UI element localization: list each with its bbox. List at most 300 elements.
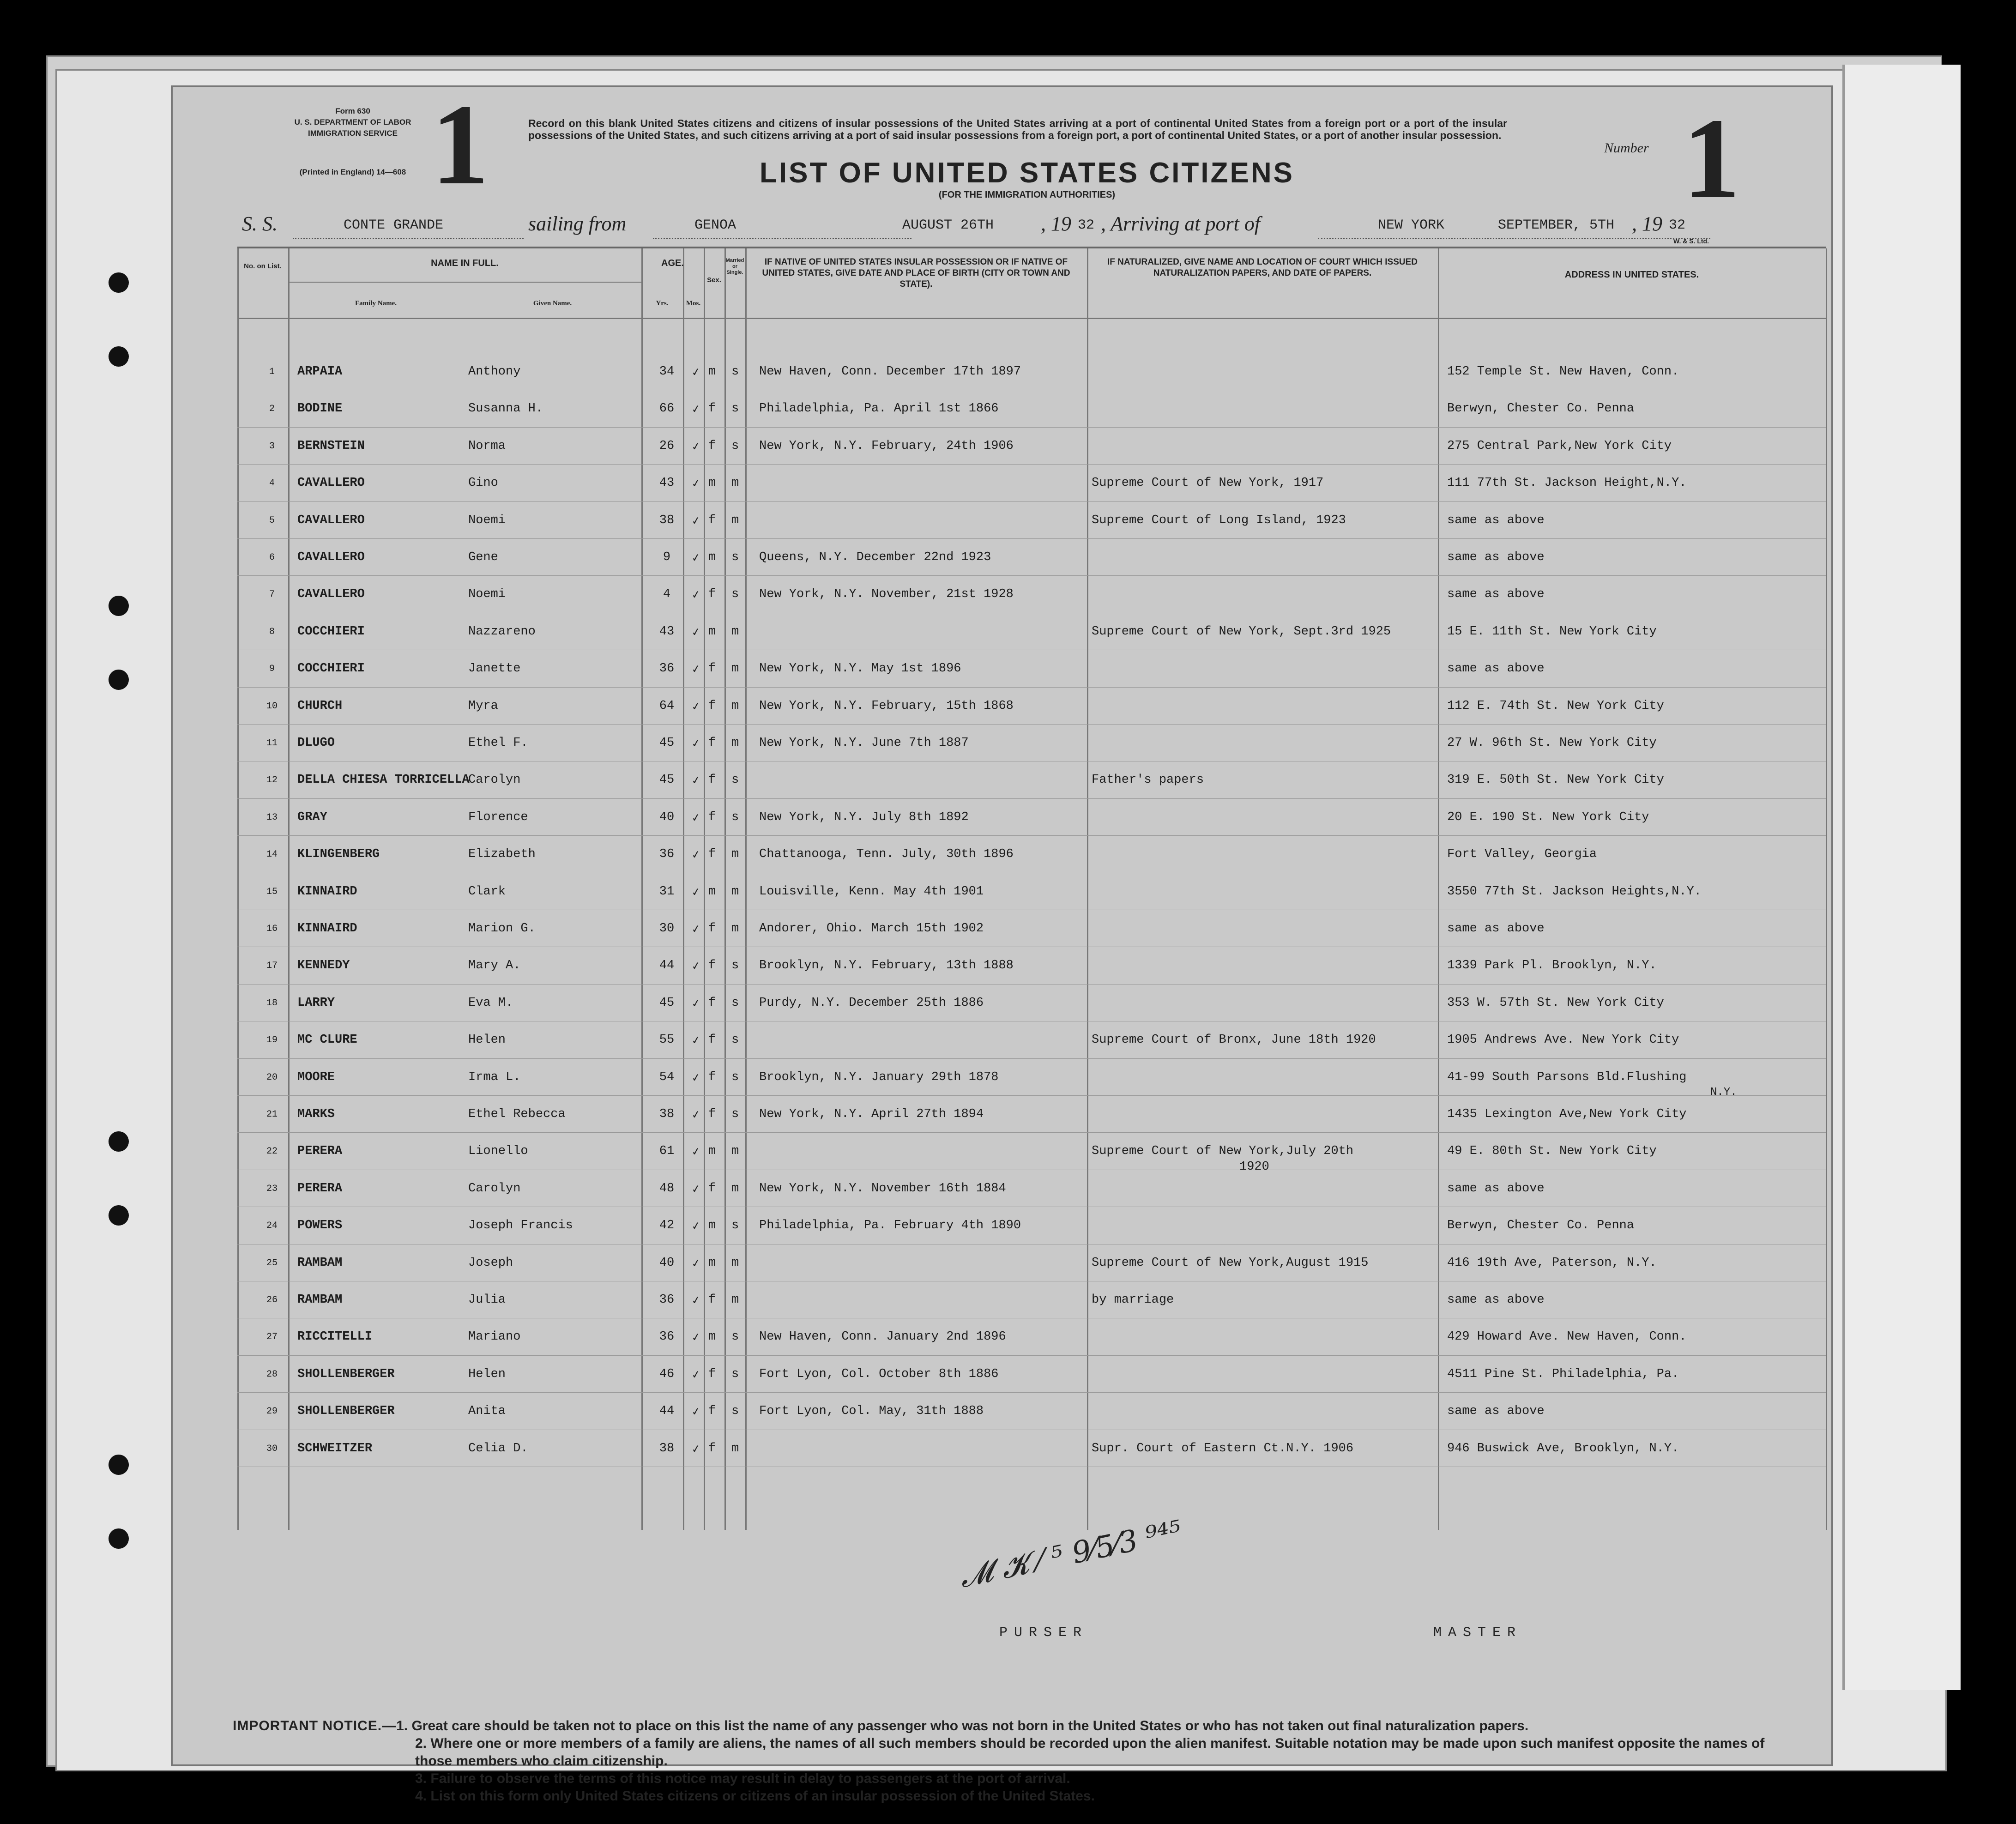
address: same as above: [1447, 662, 1545, 676]
marital-status: m: [731, 1256, 739, 1270]
table-row: [237, 1246, 1826, 1283]
family-name: MC CLURE: [297, 1033, 357, 1047]
birth-place-date: Purdy, N.Y. December 25th 1886: [759, 996, 984, 1010]
address: same as above: [1447, 922, 1545, 936]
marital-status: m: [731, 1181, 739, 1196]
sex: m: [708, 365, 716, 379]
table-row: [237, 875, 1826, 912]
family-name: DLUGO: [297, 736, 335, 750]
family-name: BODINE: [297, 402, 343, 416]
marital-status: m: [731, 847, 739, 862]
row-number: 7: [269, 589, 275, 600]
row-number: 29: [266, 1406, 278, 1417]
row-number: 8: [269, 626, 275, 637]
given-name: Norma: [468, 439, 506, 453]
family-name: KINNAIRD: [297, 922, 357, 936]
row-number: 27: [266, 1332, 278, 1343]
family-name: COCCHIERI: [297, 624, 365, 639]
sex: f: [708, 1181, 716, 1196]
given-name: Myra: [468, 699, 498, 713]
sex: m: [708, 884, 716, 899]
age-years: 31: [659, 884, 675, 899]
age-years: 64: [659, 699, 675, 713]
check-mark-icon: ✓: [691, 1034, 701, 1049]
sex: f: [708, 1033, 716, 1047]
big-number-right: 1: [1683, 95, 1740, 223]
given-name: Lionello: [468, 1144, 528, 1159]
marital-status: s: [731, 1330, 739, 1344]
row-number: 6: [269, 552, 275, 563]
departure-year: 32: [1078, 217, 1095, 233]
address: 429 Howard Ave. New Haven, Conn.: [1447, 1330, 1687, 1344]
age-years: 40: [659, 810, 675, 824]
notice-heading: IMPORTANT NOTICE.—: [233, 1718, 397, 1733]
family-name: GRAY: [297, 810, 327, 824]
purser-label: PURSER: [999, 1625, 1088, 1641]
marital-status: m: [731, 736, 739, 750]
sex: m: [708, 1219, 716, 1233]
given-name: Celia D.: [468, 1441, 528, 1456]
marital-status: m: [731, 699, 739, 713]
arrival-year: 32: [1669, 217, 1686, 233]
row-number: 12: [266, 775, 278, 786]
row-number: 11: [266, 738, 278, 749]
sex: f: [708, 1070, 716, 1084]
birth-place-date: Fort Lyon, Col. October 8th 1886: [759, 1367, 999, 1381]
row-number: 20: [266, 1072, 278, 1083]
given-name: Irma L.: [468, 1070, 521, 1084]
naturalization-continued: 1920: [1239, 1160, 1269, 1174]
marital-status: m: [731, 1144, 739, 1159]
naturalization: Supreme Court of New York,August 1915: [1092, 1256, 1369, 1270]
page-title: LIST OF UNITED STATES CITIZENS: [760, 157, 1294, 189]
address: 1435 Lexington Ave,New York City: [1447, 1107, 1687, 1121]
given-name: Carolyn: [468, 1181, 521, 1196]
table-row: [237, 1320, 1826, 1357]
check-mark-icon: ✓: [691, 440, 701, 455]
family-name: KINNAIRD: [297, 884, 357, 899]
header-naturalized: IF NATURALIZED, GIVE NAME AND LOCATION OF COURT WHICH ISSUED NATURALIZATION PAPERS, AND DATE OF PAPERS.: [1107, 257, 1418, 278]
check-mark-icon: ✓: [691, 1331, 701, 1346]
naturalization: Supreme Court of New York, Sept.3rd 1925: [1092, 624, 1391, 639]
header-no: No. on List.: [244, 262, 282, 270]
table-row: [237, 1394, 1826, 1431]
age-years: 44: [659, 959, 675, 973]
marital-status: s: [731, 439, 739, 453]
family-name: ARPAIA: [297, 365, 343, 379]
family-name: DELLA CHIESA TORRICELLA: [297, 773, 470, 787]
given-name: Anita: [468, 1404, 506, 1419]
sex: f: [708, 513, 716, 527]
header-married-single: Married or Single.: [725, 258, 744, 275]
given-name: Joseph Francis: [468, 1219, 573, 1233]
header-mos: Mos.: [686, 300, 701, 307]
check-mark-icon: ✓: [691, 737, 701, 752]
marital-status: s: [731, 587, 739, 602]
sex: f: [708, 1293, 716, 1307]
table-row: [237, 429, 1826, 466]
birth-place-date: New York, N.Y. June 7th 1887: [759, 736, 969, 750]
binder-hole: [109, 1455, 129, 1475]
table-row: [237, 540, 1826, 577]
row-number: 19: [266, 1035, 278, 1046]
row-number: 10: [266, 701, 278, 712]
birth-place-date: New York, N.Y. May 1st 1896: [759, 662, 961, 676]
given-name: Julia: [468, 1293, 506, 1307]
check-mark-icon: ✓: [691, 1108, 701, 1123]
sex: f: [708, 996, 716, 1010]
family-name: BERNSTEIN: [297, 439, 365, 453]
birth-place-date: Philadelphia, Pa. April 1st 1866: [759, 402, 999, 416]
check-mark-icon: ✓: [691, 700, 701, 715]
row-number: 3: [269, 441, 275, 452]
family-name: CAVALLERO: [297, 550, 365, 564]
table-row: [237, 355, 1826, 392]
age-years: 4: [663, 587, 671, 602]
age-years: 34: [659, 365, 675, 379]
naturalization: by marriage: [1092, 1293, 1174, 1307]
notice-item-2: 2. Where one or more members of a family are aliens, the names of all such members should be recorded upon the alien manifest. Suitable notation may be made upon such manifest opposite the names of those members who claim citizenship.: [415, 1736, 1765, 1769]
birth-place-date: Brooklyn, N.Y. February, 13th 1888: [759, 959, 1014, 973]
binder-hole: [109, 346, 129, 367]
address-continued: N.Y.: [1710, 1086, 1737, 1099]
family-name: RICCITELLI: [297, 1330, 373, 1344]
row-number: 9: [269, 664, 275, 675]
family-name: MOORE: [297, 1070, 335, 1084]
family-name: RAMBAM: [297, 1256, 343, 1270]
arrival-port: NEW YORK: [1378, 217, 1445, 233]
given-name: Carolyn: [468, 773, 521, 787]
age-years: 38: [659, 1107, 675, 1121]
table-row: [237, 1023, 1826, 1060]
check-mark-icon: ✓: [691, 922, 701, 937]
age-years: 45: [659, 996, 675, 1010]
birth-place-date: New Haven, Conn. December 17th 1897: [759, 365, 1021, 379]
check-mark-icon: ✓: [691, 514, 701, 529]
sex: f: [708, 847, 716, 862]
check-mark-icon: ✓: [691, 1368, 701, 1383]
marital-status: s: [731, 773, 739, 787]
marital-status: s: [731, 1070, 739, 1084]
age-years: 9: [663, 550, 671, 564]
family-name: CHURCH: [297, 699, 343, 713]
check-mark-icon: ✓: [691, 365, 701, 381]
birth-place-date: Chattanooga, Tenn. July, 30th 1896: [759, 847, 1014, 862]
manifest-page: [171, 81, 1833, 1804]
notice-item-4: 4. List on this form only United States citizens or citizens of an insular possession of the United States.: [415, 1788, 1095, 1804]
birth-place-date: Louisville, Kenn. May 4th 1901: [759, 884, 984, 899]
table-row: [237, 689, 1826, 726]
family-name: SCHWEITZER: [297, 1441, 373, 1456]
family-name: CAVALLERO: [297, 587, 365, 602]
table-row: [237, 912, 1826, 948]
given-name: Nazzareno: [468, 624, 536, 639]
given-name: Eva M.: [468, 996, 513, 1010]
address: same as above: [1447, 550, 1545, 564]
check-mark-icon: ✓: [691, 403, 701, 418]
sex: m: [708, 624, 716, 639]
intro-text: Record on this blank United States citizens and citizens of insular possessions of the United States arriving at a port of continental United States from a foreign port or a port of the insular possessions of the United States, and such citizens arriving at a port of said insular possessions from a foreign port, a port of continental United States, or a port of another insular possession.: [528, 117, 1507, 141]
row-number: 24: [266, 1220, 278, 1232]
row-number: 18: [266, 997, 278, 1009]
marital-status: m: [731, 922, 739, 936]
age-years: 36: [659, 1293, 675, 1307]
sex: m: [708, 1144, 716, 1159]
age-years: 36: [659, 1330, 675, 1344]
table-row: [237, 726, 1826, 763]
age-years: 66: [659, 402, 675, 416]
voyage-line: [242, 212, 1812, 244]
purser-signature: 𝓜 𝓚 ⁄ ⁵ 9⁄5⁄3 ⁹⁴⁵: [956, 1514, 1185, 1595]
department-name: U. S. DEPARTMENT OF LABOR: [294, 118, 411, 127]
header-native: IF NATIVE OF UNITED STATES INSULAR POSSESSION OR IF NATIVE OF UNITED STATES, GIVE DATE AND PLACE OF BIRTH (CITY OR TOWN AND STATE).: [762, 257, 1070, 289]
age-years: 48: [659, 1181, 675, 1196]
important-notice: [233, 1717, 1803, 1805]
marital-status: s: [731, 365, 739, 379]
departure-date: AUGUST 26TH: [902, 217, 994, 233]
family-name: SHOLLENBERGER: [297, 1367, 395, 1381]
check-mark-icon: ✓: [691, 477, 701, 492]
printed-note: (Printed in England) 14—608: [299, 168, 406, 176]
birth-place-date: Brooklyn, N.Y. January 29th 1878: [759, 1070, 999, 1084]
address: 3550 77th St. Jackson Heights,N.Y.: [1447, 884, 1702, 899]
binder-hole: [109, 670, 129, 690]
row-number: 4: [269, 478, 275, 489]
age-years: 36: [659, 847, 675, 862]
row-number: 13: [266, 812, 278, 823]
birth-place-date: New York, N.Y. April 27th 1894: [759, 1107, 984, 1121]
address: 27 W. 96th St. New York City: [1447, 736, 1657, 750]
birth-place-date: New York, N.Y. February, 24th 1906: [759, 439, 1014, 453]
given-name: Helen: [468, 1033, 506, 1047]
table-row: [237, 948, 1826, 985]
right-page-edges: [1842, 65, 1961, 1690]
address: 353 W. 57th St. New York City: [1447, 996, 1664, 1010]
birth-place-date: New York, N.Y. November 16th 1884: [759, 1181, 1006, 1196]
table-row: [237, 1357, 1826, 1394]
birth-place-date: Philadelphia, Pa. February 4th 1890: [759, 1219, 1021, 1233]
marital-status: s: [731, 996, 739, 1010]
row-number: 1: [269, 367, 275, 377]
address: Fort Valley, Georgia: [1447, 847, 1597, 862]
notice-item-1: 1. Great care should be taken not to place on this list the name of any passenger who was not born in the United States or who has not taken out final naturalization papers.: [396, 1718, 1529, 1733]
arriving-label: , Arriving at port of: [1101, 212, 1261, 235]
check-mark-icon: ✓: [691, 625, 701, 640]
family-name: POWERS: [297, 1219, 343, 1233]
given-name: Elizabeth: [468, 847, 536, 862]
sex: f: [708, 736, 716, 750]
check-mark-icon: ✓: [691, 997, 701, 1012]
marital-status: m: [731, 884, 739, 899]
check-mark-icon: ✓: [691, 960, 701, 975]
address: 111 77th St. Jackson Height,N.Y.: [1447, 476, 1687, 490]
given-name: Joseph: [468, 1256, 513, 1270]
header-address: ADDRESS IN UNITED STATES.: [1564, 270, 1699, 280]
family-name: KENNEDY: [297, 959, 350, 973]
table-row: [237, 1060, 1826, 1097]
header-age: AGE.: [661, 258, 684, 268]
table-row: [237, 577, 1826, 614]
check-mark-icon: ✓: [691, 848, 701, 864]
age-years: 38: [659, 513, 675, 527]
address: 112 E. 74th St. New York City: [1447, 699, 1664, 713]
header-sex: Sex.: [707, 276, 721, 284]
sex: m: [708, 1330, 716, 1344]
given-name: Ethel F.: [468, 736, 528, 750]
marital-status: s: [731, 959, 739, 973]
sex: f: [708, 439, 716, 453]
naturalization: Supreme Court of New York,July 20th: [1092, 1144, 1354, 1159]
marital-status: m: [731, 1293, 739, 1307]
table-row: [237, 503, 1826, 540]
marital-status: m: [731, 1441, 739, 1456]
address: 49 E. 80th St. New York City: [1447, 1144, 1657, 1159]
check-mark-icon: ✓: [691, 1405, 701, 1420]
row-number: 16: [266, 924, 278, 934]
address: Berwyn, Chester Co. Penna: [1447, 1219, 1635, 1233]
age-years: 26: [659, 439, 675, 453]
given-name: Mary A.: [468, 959, 521, 973]
marital-status: s: [731, 402, 739, 416]
marital-status: s: [731, 1404, 739, 1419]
given-name: Florence: [468, 810, 528, 824]
row-number: 2: [269, 404, 275, 415]
given-name: Noemi: [468, 587, 506, 602]
given-name: Gino: [468, 476, 498, 490]
given-name: Gene: [468, 550, 498, 564]
page-subtitle: (FOR THE IMMIGRATION AUTHORITIES): [938, 190, 1116, 200]
age-years: 44: [659, 1404, 675, 1419]
given-name: Susanna H.: [468, 402, 543, 416]
binder-hole: [109, 1131, 129, 1152]
given-name: Janette: [468, 662, 521, 676]
row-number: 14: [266, 849, 278, 860]
check-mark-icon: ✓: [691, 1145, 701, 1160]
address: 319 E. 50th St. New York City: [1447, 773, 1664, 787]
check-mark-icon: ✓: [691, 774, 701, 789]
row-number: 5: [269, 515, 275, 526]
family-name: KLINGENBERG: [297, 847, 380, 862]
address: same as above: [1447, 1181, 1545, 1196]
check-mark-icon: ✓: [691, 588, 701, 604]
family-name: PERERA: [297, 1181, 343, 1196]
age-years: 30: [659, 922, 675, 936]
form-number: Form 630: [335, 107, 370, 115]
sex: f: [708, 922, 716, 936]
address: same as above: [1447, 513, 1545, 527]
address: 15 E. 11th St. New York City: [1447, 624, 1657, 639]
age-years: 38: [659, 1441, 675, 1456]
table-row: [237, 1134, 1826, 1174]
marital-status: s: [731, 810, 739, 824]
check-mark-icon: ✓: [691, 1293, 701, 1309]
arrival-year-prefix: , 19: [1632, 212, 1662, 235]
age-years: 45: [659, 773, 675, 787]
table-row: [237, 837, 1826, 874]
row-number: 26: [266, 1295, 278, 1305]
departure-port: GENOA: [694, 217, 736, 233]
table-row: [237, 652, 1826, 689]
given-name: Clark: [468, 884, 506, 899]
birth-place-date: New York, N.Y. November, 21st 1928: [759, 587, 1014, 602]
sex: f: [708, 587, 716, 602]
family-name: LARRY: [297, 996, 335, 1010]
sex: f: [708, 959, 716, 973]
departure-year-prefix: , 19: [1041, 212, 1071, 235]
service-name: IMMIGRATION SERVICE: [308, 129, 398, 138]
row-number: 23: [266, 1183, 278, 1194]
marital-status: s: [731, 550, 739, 564]
given-name: Mariano: [468, 1330, 521, 1344]
sex: m: [708, 1256, 716, 1270]
row-number: 25: [266, 1257, 278, 1268]
row-number: 30: [266, 1443, 278, 1454]
marital-status: m: [731, 476, 739, 490]
address: 1339 Park Pl. Brooklyn, N.Y.: [1447, 959, 1657, 973]
ship-name: CONTE GRANDE: [344, 217, 444, 233]
marital-status: s: [731, 1367, 739, 1381]
ss-label: S. S.: [242, 212, 278, 235]
header-given-name: Given Name.: [533, 300, 572, 307]
age-years: 54: [659, 1070, 675, 1084]
sailing-label: sailing from: [528, 212, 627, 235]
naturalization: Supreme Court of Bronx, June 18th 1920: [1092, 1033, 1376, 1047]
birth-place-date: New York, N.Y. July 8th 1892: [759, 810, 969, 824]
table-row: [237, 763, 1826, 800]
address: 41-99 South Parsons Bld.Flushing: [1447, 1070, 1687, 1084]
binder-hole: [109, 272, 129, 293]
marital-status: m: [731, 662, 739, 676]
sex: f: [708, 1367, 716, 1381]
table-row: [237, 1172, 1826, 1208]
birth-place-date: New York, N.Y. February, 15th 1868: [759, 699, 1014, 713]
arrival-date: SEPTEMBER, 5TH: [1498, 217, 1615, 233]
address: 416 19th Ave, Paterson, N.Y.: [1447, 1256, 1657, 1270]
address: same as above: [1447, 587, 1545, 602]
sex: f: [708, 662, 716, 676]
table-row: [237, 986, 1826, 1023]
address: 1905 Andrews Ave. New York City: [1447, 1033, 1679, 1047]
age-years: 46: [659, 1367, 675, 1381]
row-number: 15: [266, 886, 278, 897]
printer-mark: W. & S. Ltd.: [1673, 237, 1709, 245]
given-name: Helen: [468, 1367, 506, 1381]
binder-hole: [109, 1205, 129, 1226]
sex: f: [708, 699, 716, 713]
check-mark-icon: ✓: [691, 663, 701, 678]
sex: f: [708, 773, 716, 787]
age-years: 43: [659, 624, 675, 639]
marital-status: m: [731, 513, 739, 527]
naturalization: Father's papers: [1092, 773, 1204, 787]
naturalization: Supr. Court of Eastern Ct.N.Y. 1906: [1092, 1441, 1354, 1456]
family-name: CAVALLERO: [297, 476, 365, 490]
age-years: 61: [659, 1144, 675, 1159]
address: 4511 Pine St. Philadelphia, Pa.: [1447, 1367, 1679, 1381]
table-row: [237, 1097, 1826, 1134]
marital-status: s: [731, 1107, 739, 1121]
sex: m: [708, 550, 716, 564]
family-name: RAMBAM: [297, 1293, 343, 1307]
check-mark-icon: ✓: [691, 811, 701, 826]
check-mark-icon: ✓: [691, 1220, 701, 1235]
row-number: 21: [266, 1109, 278, 1120]
sex: f: [708, 1404, 716, 1419]
check-mark-icon: ✓: [691, 551, 701, 566]
sex: f: [708, 810, 716, 824]
number-label: Number: [1604, 140, 1649, 156]
age-years: 55: [659, 1033, 675, 1047]
